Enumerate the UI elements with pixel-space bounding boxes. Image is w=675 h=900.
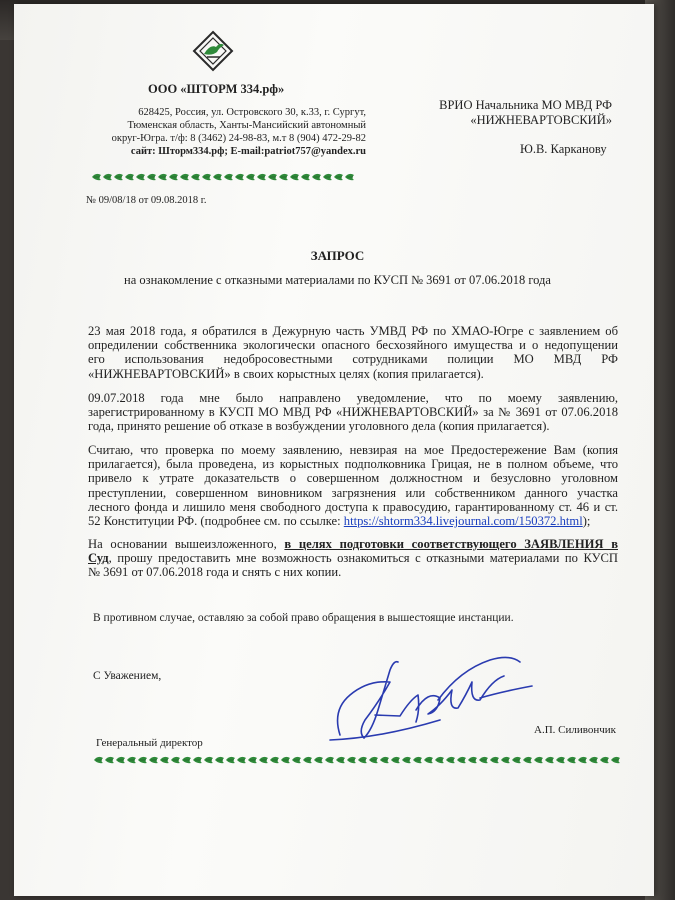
signer-title: Генеральный директор bbox=[96, 737, 203, 749]
text-line: Считаю, что проверка по моему заявлению, невзирая на мое Предостережение Вам (копия bbox=[88, 443, 618, 457]
text-line: № 3691 от 07.06.2018 года и снять с них копии. bbox=[88, 565, 342, 580]
paragraph-1 bbox=[88, 324, 618, 381]
text-line: зарегистрированному в КУСП МО МВД РФ «НИЖНЕВАРТОВСКИЙ» за № 3691 от 07.06.2018 bbox=[88, 405, 618, 420]
recipient-line: «НИЖНЕВАРТОВСКИЙ» bbox=[470, 113, 612, 127]
header-ornament-divider bbox=[92, 172, 364, 182]
handwritten-signature bbox=[320, 640, 550, 750]
paragraph-4 bbox=[88, 537, 618, 580]
recipient-name: Ю.В. Карканову bbox=[520, 142, 607, 156]
otherwise-statement: В противном случае, оставляю за собой право обращения в вышестоящие инстанции. bbox=[93, 612, 514, 624]
text-line: 23 мая 2018 года, я обратился в Дежурную часть УМВД РФ по ХМАО-Югре с заявлением об bbox=[88, 324, 618, 338]
text-line: его использования недобросовестными сотрудниками полиции МО МВД РФ bbox=[88, 352, 618, 367]
text-line: преступлении, совершенном виновником загрязнения или собственником данного участка bbox=[88, 485, 618, 500]
regards: С Уважением, bbox=[93, 670, 162, 682]
text-fragment: На основании вышеизложенного, bbox=[88, 537, 285, 551]
address-line: Тюменская область, Ханты-Мансийский автономный bbox=[127, 120, 366, 131]
text-line: привело к утрате доказательств о совершенном должностном и безусловно уголовном bbox=[88, 471, 618, 486]
text-line: прилагается), была проведена, из корыстных подполковника Грицая, не в полном объеме, что bbox=[88, 457, 618, 472]
text-line: года, принято решение об отказе в возбуждении уголовного дела (копия прилагается). bbox=[88, 419, 550, 434]
document-subtitle: на ознакомление с отказными материалами по КУСП № 3691 от 07.06.2018 года bbox=[124, 273, 551, 287]
recipient-line: ВРИО Начальника МО МВД РФ bbox=[439, 98, 612, 112]
address-line: округ-Югра. т/ф: 8 (3462) 24-98-83, м.т 8 (904) 472-29-82 bbox=[111, 133, 366, 144]
text-fragment: ); bbox=[582, 514, 591, 529]
underlined-text: Суд bbox=[88, 551, 109, 566]
document-title: ЗАПРОС bbox=[310, 248, 365, 263]
company-address bbox=[96, 106, 366, 158]
text-line: 09.07.2018 года мне было направлено уведомление, что по моему заявлению, bbox=[88, 391, 618, 405]
paragraph-2 bbox=[88, 391, 618, 434]
quality-mark-logo-icon bbox=[192, 30, 234, 72]
footer-ornament-divider bbox=[94, 755, 626, 765]
document-number: № 09/08/18 от 09.08.2018 г. bbox=[86, 195, 207, 206]
text-line-with-link bbox=[88, 514, 618, 528]
text-fragment: 52 Конституции РФ. (подробнее см. по ссылке: bbox=[88, 514, 344, 529]
address-line: 628425, Россия, ул. Островского 30, к.33, г. Сургут, bbox=[138, 107, 366, 118]
recipient-block bbox=[428, 98, 612, 128]
text-line bbox=[88, 551, 618, 565]
signer-name: А.П. Силивончик bbox=[534, 724, 617, 736]
text-line: опредилении собственника экологически опасного бесхозяйного имущества и о недопущении bbox=[88, 338, 618, 353]
livejournal-link[interactable]: https://shtorm334.livejournal.com/150372.html bbox=[343, 514, 583, 529]
company-name: ООО «ШТОРМ 334.рф» bbox=[148, 82, 285, 96]
underlined-text: в целях подготовки соответствующего ЗАЯВЛЕНИЯ в bbox=[284, 537, 618, 551]
text-line: «НИЖНЕВАРТОВСКИЙ» в своих корыстных целях (копия прилагается). bbox=[88, 366, 484, 381]
paragraph-3 bbox=[88, 443, 618, 528]
text-line bbox=[88, 537, 618, 551]
text-line: лесного фонда и лишило меня свободного доступа к правосудию, гарантированному ст. 46 и ст. bbox=[88, 499, 618, 514]
text-fragment: , прошу предоставить мне возможность ознакомиться с отказными материалами по КУСП bbox=[108, 551, 618, 566]
address-contacts: сайт: Шторм334.рф; E-mail:patriot757@yandex.ru bbox=[130, 146, 366, 157]
